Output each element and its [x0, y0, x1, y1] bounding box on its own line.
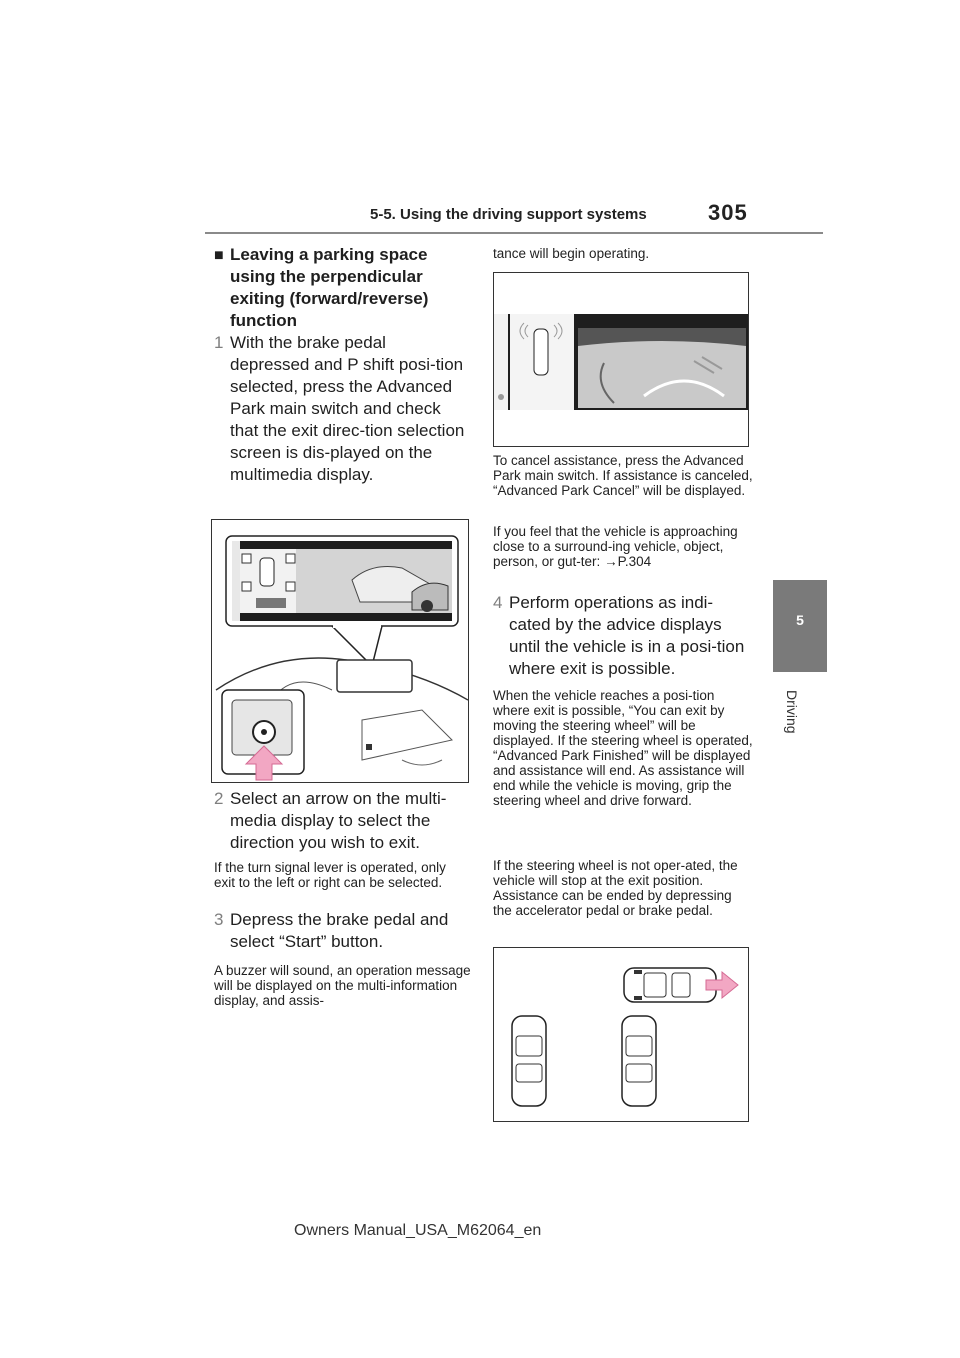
header-rule — [205, 232, 823, 234]
step-number: 2 — [214, 789, 224, 808]
step-3 — [214, 909, 474, 951]
footer-manual-id: Owners Manual_USA_M62064_en — [294, 1222, 542, 1239]
illustration-dashboard — [212, 520, 468, 782]
figure-exit-direction-screen — [211, 519, 469, 783]
chapter-label: Driving — [784, 690, 800, 734]
step-number: 1 — [214, 333, 224, 352]
step-text: Perform operations as indi-cated by the advice displays until the vehicle is in a posi-tion where exit is possible. — [509, 593, 745, 678]
step-text: Select an arrow on the multi-media display to select the direction you wish to exit. — [230, 789, 447, 852]
step-2 — [214, 788, 464, 852]
section-header-title: 5-5. Using the driving support systems — [370, 206, 647, 223]
step-1 — [214, 332, 465, 484]
figure-assistance-screen — [493, 272, 749, 447]
page-reference-link[interactable]: →P.304 — [604, 554, 652, 569]
note-approaching-text: If you feel that the vehicle is approaching close to a surround-ing vehicle, object, person, or gut-ter: — [493, 524, 738, 569]
exiting-car-icon — [624, 968, 716, 1002]
note-continuation: tance will begin operating. — [493, 246, 650, 261]
section-marker-icon: ■ — [214, 247, 224, 264]
note-steering-not-operated: If the steering wheel is not oper-ated, the vehicle will stop at the exit position. Assistance can be ended by depressing the accelerator pedal or brake pedal. — [493, 858, 738, 918]
note-exit-position: When the vehicle reaches a posi-tion where exit is possible, “You can exit by moving the steering wheel” will be displayed. If the steering wheel is operated, “Advanced Park Finished” will be displayed and assistance will end. As assistance will end while the vehicle is moving, grip the steering wheel and drive forward. — [493, 688, 753, 808]
illustration-rear-camera-view — [494, 273, 748, 446]
chapter-number: 5 — [796, 612, 804, 628]
step-number: 4 — [493, 593, 503, 612]
illustration-parked-cars — [494, 948, 748, 1121]
parked-car-icon — [622, 1016, 656, 1106]
parked-car-icon — [512, 1016, 546, 1106]
note-buzzer: A buzzer will sound, an operation message will be displayed on the multi-information display, and assis- — [214, 963, 471, 1008]
note-turn-signal: If the turn signal lever is operated, only exit to the left or right can be selected. — [214, 860, 446, 890]
subsection-heading-text: Leaving a parking space using the perpendicular exiting (forward/reverse) function — [230, 245, 429, 330]
step-number: 3 — [214, 910, 224, 929]
note-cancel-assistance: To cancel assistance, press the Advanced Park main switch. If assistance is canceled, “Advanced Park Cancel” will be displayed. — [493, 453, 753, 498]
note-approaching — [493, 524, 753, 569]
step-text: With the brake pedal depressed and P shift posi-tion selected, press the Advanced Park main switch and check that the exit direc-tion selection screen is dis-played on the multimedia display. — [230, 333, 465, 484]
figure-exit-maneuver — [493, 947, 749, 1122]
step-text: Depress the brake pedal and select “Start” button. — [230, 910, 449, 951]
page-number: 305 — [708, 200, 748, 225]
step-4 — [493, 592, 753, 678]
